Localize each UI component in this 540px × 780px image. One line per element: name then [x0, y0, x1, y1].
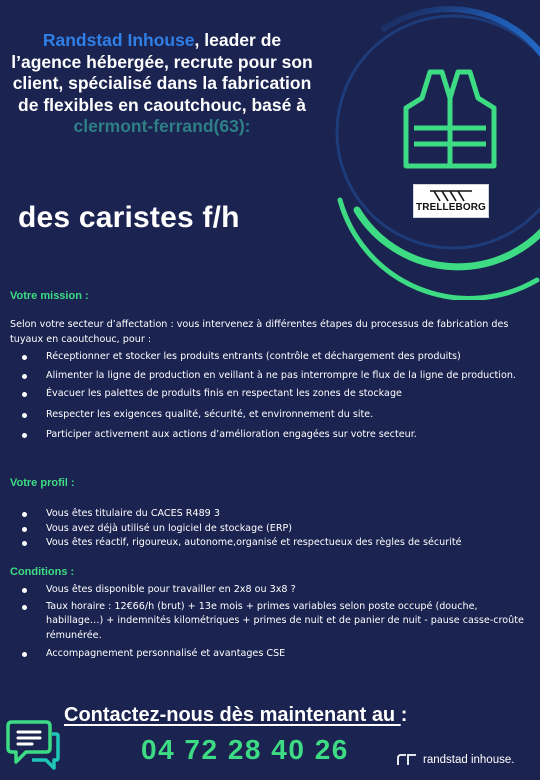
list-item: Alimenter la ligne de production en veillant à ne pas interrompre le flux de la ligne de production.: [10, 369, 525, 384]
intro-body: , leader de l’agence hébergée, recrute pour son client, spécialisé dans la fabrication de flexibles en caoutchouc, basé à: [11, 30, 313, 115]
agency-name: Randstad Inhouse: [42, 30, 195, 50]
bullet: [22, 355, 27, 360]
list-item: Participer activement aux actions d’amélioration engagées sur votre secteur.: [10, 428, 525, 443]
intro-text: [8, 30, 316, 138]
mission-intro: Selon votre secteur d’affectation : vous intervenez à différentes étapes du processus de fabrication des tuyaux en caoutchouc, pour :: [10, 319, 509, 345]
bullet: [22, 527, 27, 532]
phone-number[interactable]: 04 72 28 40 26: [141, 734, 349, 765]
job-title: des caristes f/h: [18, 201, 240, 234]
list-item: Évacuer les palettes de produits finis en respectant les zones de stockage: [10, 387, 525, 402]
bullet: [22, 392, 27, 397]
trelleborg-logo: [428, 190, 474, 202]
list-item: Réceptionner et stocker les produits entrants (contrôle et déchargement des produits): [10, 350, 525, 365]
bullet: [22, 413, 27, 418]
bullet: [22, 374, 27, 379]
list-item: Accompagnement personnalisé et avantages CSE: [10, 647, 525, 662]
list-item: Vous êtes disponible pour travailler en 2x8 ou 3x8 ?: [10, 583, 525, 598]
client-logo-text: TRELLEBORG: [416, 201, 486, 213]
bullet: [22, 512, 27, 517]
bullet: [22, 605, 27, 610]
job-location: clermont-ferrand(63):: [73, 116, 251, 136]
randstad-brand: [397, 754, 514, 766]
randstad-logo-icon: [397, 754, 417, 766]
list-item: Vous avez déjà utilisé un logiciel de stockage (ERP): [10, 522, 525, 537]
bullet: [22, 433, 27, 438]
randstad-brand-text: randstad inhouse.: [423, 754, 515, 766]
conditions-title: Conditions :: [10, 566, 75, 578]
mission-list: [10, 350, 525, 443]
list-item: Vous êtes titulaire du CACES R489 3: [10, 507, 525, 522]
profile-list: [10, 507, 525, 551]
bullet: [22, 541, 27, 546]
contact-label: Contactez-nous dès maintenant au: [64, 704, 401, 726]
contact-cta: [64, 704, 407, 727]
contact-colon: :: [400, 704, 408, 726]
profile-title: Votre profil :: [10, 477, 75, 489]
list-item: Vous êtes réactif, rigoureux, autonome,organisé et respectueux des règles de sécurité: [10, 536, 525, 551]
bullet: [22, 588, 27, 593]
chat-icon: [6, 718, 60, 772]
safety-vest-icon: [400, 64, 500, 174]
list-item: Respecter les exigences qualité, sécurité, et environnement du site.: [10, 408, 525, 423]
bullet: [22, 652, 27, 657]
mission-title: Votre mission :: [10, 290, 89, 302]
list-item: Taux horaire : 12€66/h (brut) + 13e mois + primes variables selon poste occupé (douche, habillage…) + indemnités kilométriques + primes de nuit et de panier de nuit - pause casse-croûte rémunérée.: [10, 600, 525, 644]
client-logo: [413, 184, 489, 218]
conditions-list: [10, 583, 525, 662]
